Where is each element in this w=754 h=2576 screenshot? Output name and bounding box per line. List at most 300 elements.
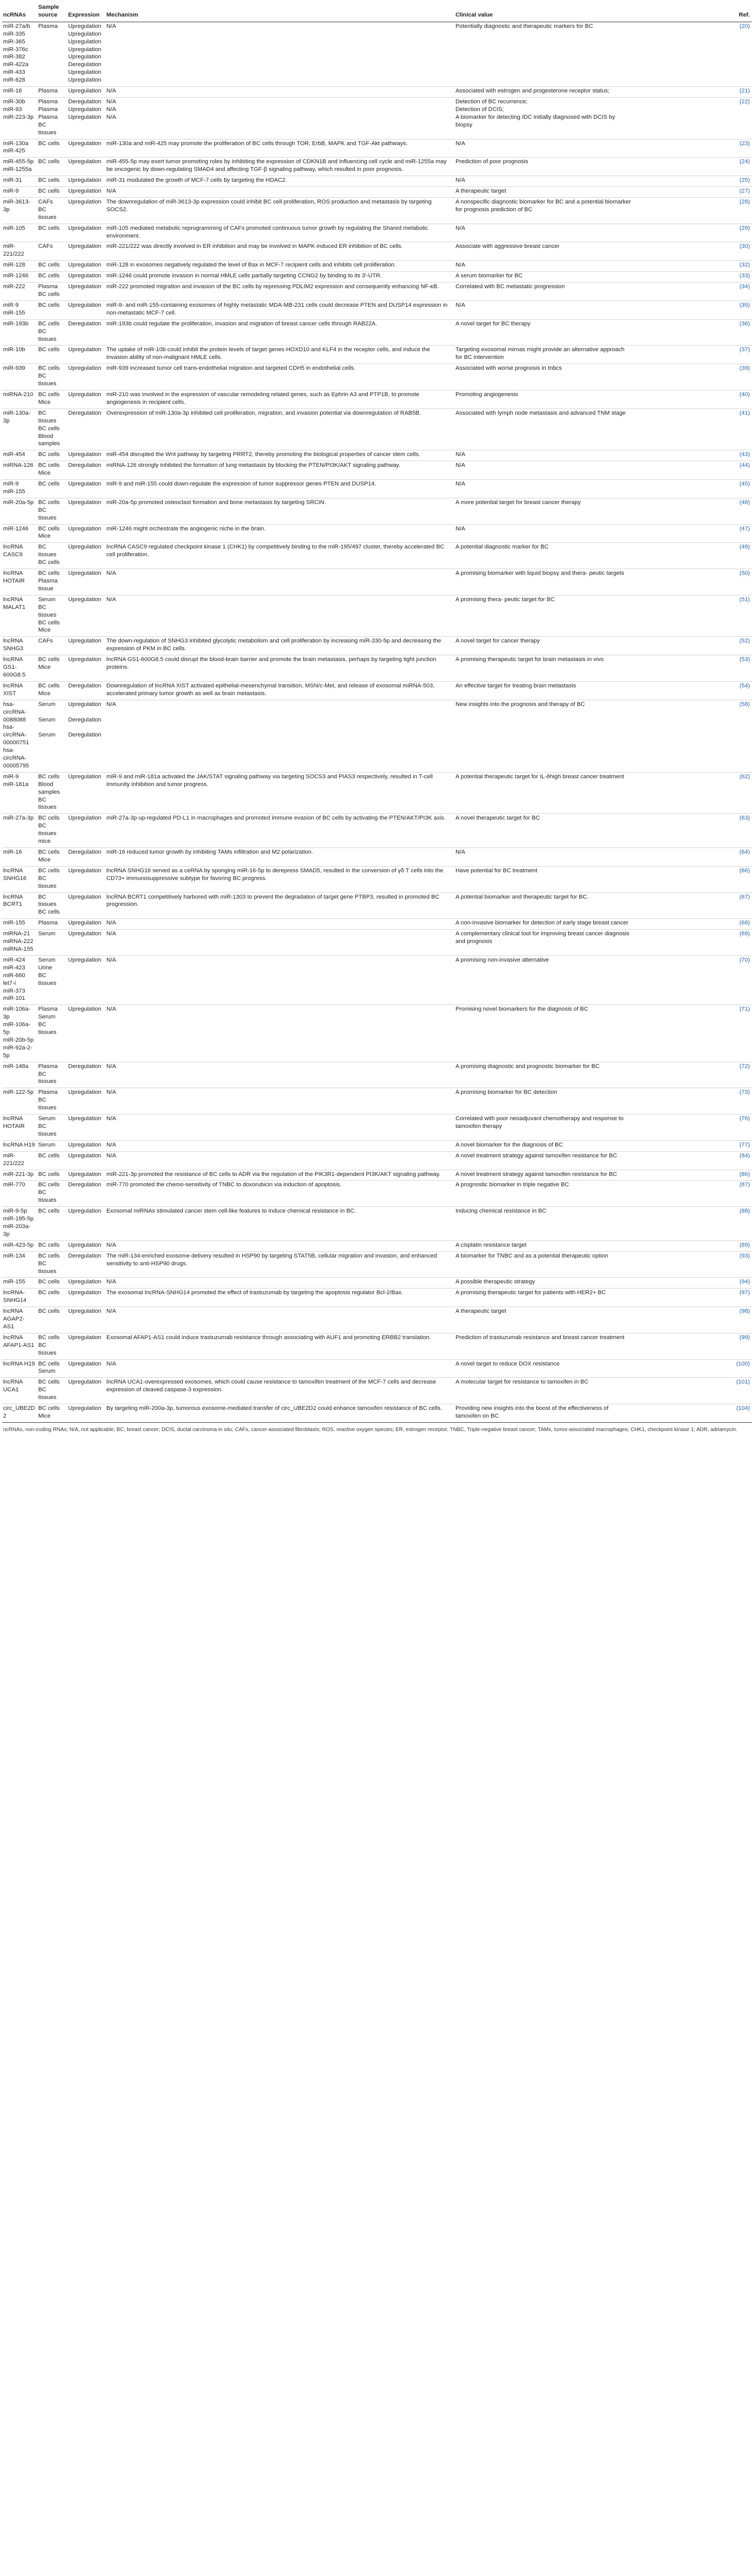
cell-ncrna: lncRNA XIST (2, 681, 37, 700)
cell-expression: Upregulation (67, 139, 105, 158)
cell-expression: Upregulation (67, 390, 105, 409)
table-row (2, 1140, 752, 1151)
table-row (2, 345, 752, 364)
table-row (2, 1404, 752, 1423)
cell-expression: Upregulation (67, 1207, 105, 1241)
cell-mechanism: N/A (105, 930, 454, 956)
cell-clinical-value: Potentially diagnostic and therapeutic markers for BC (454, 22, 633, 86)
cell-sample-source: BC cells (37, 1207, 67, 1241)
cell-clinical-value: A promising therapeutic target for brain metastasis in vivo (454, 655, 633, 682)
cell-clinical-value: A novel biomarker for the diagnosis of BC (454, 1140, 633, 1151)
cell-ref[interactable]: (33) (633, 272, 752, 282)
table-row (2, 409, 752, 450)
cell-clinical-value: A biomarker for TNBC and as a potential therapeutic option (454, 1251, 633, 1278)
cell-sample-source: BC tissues BC cells (37, 543, 67, 569)
table-row (2, 87, 752, 98)
cell-ref[interactable]: (32) (633, 261, 752, 272)
cell-expression: Deregulation (67, 461, 105, 480)
cell-expression: Upregulation (67, 197, 105, 224)
cell-mechanism: Exosomal miRNAs stimulated cancer stem cell-like features to induce chemical resistance in BC. (105, 1207, 454, 1241)
cell-clinical-value: Inducing chemical resistance in BC (454, 1207, 633, 1241)
table-row (2, 176, 752, 187)
cell-clinical-value: N/A (454, 848, 633, 867)
cell-expression: Upregulation (67, 1307, 105, 1333)
cell-expression: Upregulation (67, 176, 105, 187)
cell-sample-source: BC cells Mice (37, 390, 67, 409)
cell-clinical-value: A novel treatment strategy against tamoxifen resistance for BC (454, 1170, 633, 1181)
table-row (2, 919, 752, 930)
cell-ref[interactable]: (76) (633, 1114, 752, 1141)
cell-clinical-value: N/A (454, 139, 633, 158)
cell-clinical-value: Associated with lymph node metastasis and advanced TNM stage (454, 409, 633, 450)
cell-ncrna: miR-106a-3p miR-106a-5p miR-20b-5p miR-92a-2-5p (2, 1005, 37, 1062)
table-row (2, 700, 752, 772)
table-row (2, 461, 752, 480)
cell-expression: Upregulation (67, 919, 105, 930)
table-row (2, 319, 752, 345)
cell-mechanism: N/A N/A N/A (105, 97, 454, 139)
table-row (2, 1170, 752, 1181)
cell-clinical-value: Providing new insights into the boost of the effectiveness of tamoxifen on BC (454, 1404, 633, 1423)
cell-ncrna: miR-155 (2, 919, 37, 930)
cell-clinical-value: Targeting exosomal mirnas might provide an alternative approach for BC intervention (454, 345, 633, 364)
cell-mechanism: N/A (105, 569, 454, 595)
cell-ref[interactable]: (44) (633, 461, 752, 480)
cell-expression: Upregulation (67, 158, 105, 176)
cell-ncrna: circ_UBE2D2 (2, 1404, 37, 1423)
cell-ncrna: lncRNA UCA1 (2, 1378, 37, 1404)
table-row (2, 848, 752, 867)
cell-mechanism: miR-9- and miR-155-containing exosomes of highly metastatic MDA-MB-231 cells could decrease PTEN and DUSP14 expression in non-metastatic MCF-7 cell. (105, 301, 454, 319)
cell-mechanism: miR-221-3p promoted the resistance of BC cells to ADR via the regulation of the PIK3R1-dependent PI3K/AKT signaling pathway. (105, 1170, 454, 1181)
cell-ref[interactable]: (71) (633, 1005, 752, 1062)
cell-sample-source: BC cells (37, 1278, 67, 1289)
table-row (2, 480, 752, 498)
cell-ref[interactable]: (66) (633, 866, 752, 892)
table-row (2, 197, 752, 224)
cell-expression: Deregulation (67, 409, 105, 450)
table-header (2, 3, 752, 22)
header-ref: Ref. (633, 3, 752, 22)
cell-sample-source: BC cells (37, 176, 67, 187)
cell-mechanism: Overexpression of miR-130a-3p inhibited cell proliferation, migration, and invasion potential via downregulation of RAB5B. (105, 409, 454, 450)
cell-mechanism: N/A (105, 187, 454, 198)
cell-sample-source: BC tissues BC cells Blood samples (37, 409, 67, 450)
cell-ref[interactable]: (23) (633, 139, 752, 158)
cell-sample-source: BC cells (37, 158, 67, 176)
cell-mechanism: The down-regulation of SNHG3 inhibited glycolytic metabolism and cell proliferation by increasing miR-330-5p and decreasing the expression of PKM in BC cells. (105, 637, 454, 655)
cell-ncrna: lncRNA AGAP2-AS1 (2, 1307, 37, 1333)
cell-sample-source: Serum Urine BC tissues (37, 955, 67, 1004)
cell-clinical-value: N/A (454, 224, 633, 242)
cell-ref[interactable]: (87) (633, 1181, 752, 1207)
cell-mechanism: N/A (105, 1278, 454, 1289)
cell-ref[interactable]: (67) (633, 892, 752, 919)
cell-ref[interactable]: (43) (633, 450, 752, 461)
cell-ref[interactable]: (94) (633, 1278, 752, 1289)
cell-ncrna: miR-9-5p miR-195-5p miR-203a-3p (2, 1207, 37, 1241)
cell-clinical-value: N/A (454, 480, 633, 498)
cell-mechanism: miR-9 and miR-155 could down-regulate the expression of tumor suppressor genes PTEN and DUSP14. (105, 480, 454, 498)
cell-expression: Upregulation (67, 261, 105, 272)
cell-ref[interactable]: (104) (633, 1404, 752, 1423)
header-sample-source: Sample source (37, 3, 67, 22)
cell-clinical-value: A novel therapeutic target for BC (454, 814, 633, 848)
cell-ref[interactable]: (21) (633, 87, 752, 98)
cell-expression: Upregulation (67, 1404, 105, 1423)
header-mechanism: Mechanism (105, 3, 454, 22)
cell-sample-source: BC cells (37, 261, 67, 272)
cell-ref[interactable]: (22) (633, 97, 752, 139)
cell-ncrna: miR-1246 (2, 272, 37, 282)
cell-ref[interactable]: (36) (633, 319, 752, 345)
cell-sample-source: BC cells (37, 450, 67, 461)
cell-sample-source: BC cells (37, 345, 67, 364)
cell-expression: Upregulation (67, 655, 105, 682)
cell-clinical-value: A novel target for BC therapy (454, 319, 633, 345)
cell-expression: Upregulation (67, 1333, 105, 1359)
table-row (2, 930, 752, 956)
cell-clinical-value: Associated with worse prognosis in tnbcs (454, 364, 633, 390)
cell-sample-source: BC cells Plasma tissue (37, 569, 67, 595)
cell-mechanism: miR-20a-5p promoted osteoclast formation and bone metastasis by targeting SRCIN. (105, 498, 454, 524)
cell-ref[interactable]: (77) (633, 1140, 752, 1151)
cell-ncrna: miR-9 (2, 187, 37, 198)
cell-ref[interactable]: (58) (633, 700, 752, 772)
cell-expression: Upregulation (67, 637, 105, 655)
cell-ref[interactable]: (68) (633, 919, 752, 930)
cell-ref[interactable]: (52) (633, 637, 752, 655)
cell-ref[interactable]: (97) (633, 1289, 752, 1307)
cell-expression: Upregulation (67, 498, 105, 524)
cell-ref[interactable]: (70) (633, 955, 752, 1004)
cell-sample-source: Serum BC tissues (37, 1114, 67, 1141)
cell-expression: Upregulation (67, 1151, 105, 1170)
cell-clinical-value: N/A (454, 461, 633, 480)
cell-mechanism: N/A (105, 1359, 454, 1378)
cell-clinical-value: Correlated with BC metastatic progression (454, 282, 633, 301)
cell-mechanism: The downregulation of miR-3613-3p expression could inhibit BC cell proliferation, ROS production and metastasis by targeting SOCS2. (105, 197, 454, 224)
cell-ref[interactable]: (63) (633, 814, 752, 848)
cell-clinical-value: Associated with estrogen and progesterone receptor status; (454, 87, 633, 98)
cell-ncrna: miR-221-3p (2, 1170, 37, 1181)
cell-sample-source: CAFs BC tissues (37, 197, 67, 224)
cell-mechanism: N/A (105, 87, 454, 98)
cell-ref[interactable]: (35) (633, 301, 752, 319)
cell-sample-source: BC cells Serum (37, 1359, 67, 1378)
cell-ncrna: lncRNA BCRT1 (2, 892, 37, 919)
cell-clinical-value: N/A (454, 524, 633, 543)
cell-sample-source: Plasma BC cells (37, 282, 67, 301)
table-row (2, 1114, 752, 1141)
cell-sample-source: BC cells (37, 272, 67, 282)
cell-ref[interactable]: (88) (633, 1207, 752, 1241)
cell-expression: Upregulation (67, 480, 105, 498)
cell-sample-source: Serum (37, 1140, 67, 1151)
cell-mechanism: lncRNA SNHG16 served as a ceRNA by sponging miR-16-5p to derepress SMAD5, resulted in the conversion of γδ T cells into the CD73+ immunosuppressive subtype for favoring BC progress. (105, 866, 454, 892)
cell-sample-source: CAFs (37, 637, 67, 655)
cell-sample-source: Plasma (37, 919, 67, 930)
cell-ref[interactable]: (86) (633, 1170, 752, 1181)
cell-ncrna: miR-455-5p miR-1255a (2, 158, 37, 176)
cell-clinical-value: A promising non-invasive alternative (454, 955, 633, 1004)
cell-mechanism: miR-455-5p may exert tumor promoting roles by inhibiting the expression of CDKN1B and influencing cell cycle and miR-1255a may be oncogenic by down-regulating SMAD4 and affecting TGF-β signaling pathway, which resulted in poor prognosis. (105, 158, 454, 176)
cell-ref[interactable]: (100) (633, 1359, 752, 1378)
table-row (2, 261, 752, 272)
cell-mechanism: miR-221/222 was directly involved in ER inhibition and may be involved in MAPK-induced ER inhibition of BC cells. (105, 242, 454, 261)
cell-clinical-value: A novel treatment strategy against tamoxifen resistance for BC (454, 1151, 633, 1170)
cell-ncrna: miR-770 (2, 1181, 37, 1207)
table-row (2, 866, 752, 892)
cell-ncrna: miR-222 (2, 282, 37, 301)
cell-ncrna: lncRNA CASC9 (2, 543, 37, 569)
cell-ncrna: miR-30b miR-93 miR-223-3p (2, 97, 37, 139)
cell-clinical-value: A promising biomarker with liquid biopsy and thera- peutic targets (454, 569, 633, 595)
cell-ncrna: miR-9 miR-155 (2, 301, 37, 319)
cell-sample-source: BC cells (37, 224, 67, 242)
table-row (2, 1088, 752, 1114)
cell-mechanism: The miR-134-enriched exosome delivery resulted in HSP90 by targeting STAT5B, cellular migration and invasion, and enhanced sensitivity to anti-HSP90 drugs. (105, 1251, 454, 1278)
table-row (2, 22, 752, 86)
cell-clinical-value: Have potential for BC treatment (454, 866, 633, 892)
table-row (2, 1181, 752, 1207)
cell-expression: Upregulation (67, 866, 105, 892)
cell-expression: Deregulation Upregulation Upregulation (67, 97, 105, 139)
table-row (2, 814, 752, 848)
cell-ref[interactable]: (28) (633, 197, 752, 224)
table-row (2, 1333, 752, 1359)
table-row (2, 655, 752, 682)
cell-sample-source: Plasma BC tissues (37, 1062, 67, 1088)
cell-clinical-value: Correlated with poor neoadjuvant chemotherapy and response to tamoxifen therapy (454, 1114, 633, 1141)
cell-ref[interactable]: (62) (633, 772, 752, 814)
cell-mechanism: lncRNA CASC9 regulated checkpoint kinase 1 (CHK1) by competitively binding to the miR-195/497 cluster, thereby accelerated BC cell proliferation. (105, 543, 454, 569)
table-body (2, 22, 752, 1422)
cell-ncrna: miR-221/222 (2, 1151, 37, 1170)
cell-expression: Upregulation (67, 272, 105, 282)
cell-mechanism: By targeting miR-200a-3p, tumorous exosome-mediated transfer of circ_UBE2D2 could enhance tamoxifen resistance of BC cells. (105, 1404, 454, 1423)
cell-ref[interactable]: (49) (633, 543, 752, 569)
cell-ref[interactable]: (45) (633, 480, 752, 498)
cell-ref[interactable]: (69) (633, 930, 752, 956)
cell-ncrna: lncRNA HOTAIR (2, 1114, 37, 1141)
cell-ref[interactable]: (54) (633, 681, 752, 700)
cell-expression: Upregulation (67, 569, 105, 595)
cell-ref[interactable]: (30) (633, 242, 752, 261)
cell-mechanism: miR-130a and miR-425 may promote the proliferation of BC cells through TOR, ErbB, MAPK and TGF-Akt pathways. (105, 139, 454, 158)
cell-expression: Upregulation (67, 345, 105, 364)
cell-clinical-value: A novel target to reduce DOX resistance (454, 1359, 633, 1378)
cell-ncrna: miRNA-210 (2, 390, 37, 409)
cell-ref[interactable]: (99) (633, 1333, 752, 1359)
table-row (2, 224, 752, 242)
cell-ref[interactable]: (84) (633, 1151, 752, 1170)
cell-ncrna: lncRNA MALAT1 (2, 595, 37, 637)
cell-ncrna: miR-105 (2, 224, 37, 242)
cell-ref[interactable]: (20) (633, 22, 752, 86)
cell-ref[interactable]: (98) (633, 1307, 752, 1333)
cell-expression: Upregulation (67, 955, 105, 1004)
table-row (2, 97, 752, 139)
cell-ref[interactable]: (39) (633, 364, 752, 390)
cell-ncrna: hsa-circRNA-0088088 hsa-circRNA-00000751 hsa-circRNA-00005795 (2, 700, 37, 772)
cell-clinical-value: A promising diagnostic and prognostic biomarker for BC (454, 1062, 633, 1088)
cell-expression: Deregulation (67, 1062, 105, 1088)
cell-mechanism: The uptake of miR-10b could inhibit the protein levels of target genes HOXD10 and KLF4 in the receptor cells, and induce the invasion ability of non-malignant HMLE cells. (105, 345, 454, 364)
cell-mechanism: N/A (105, 919, 454, 930)
cell-expression: Deregulation (67, 681, 105, 700)
cell-ncrna: miR-134 (2, 1251, 37, 1278)
cell-expression: Upregulation (67, 1140, 105, 1151)
cell-sample-source: BC cells (37, 187, 67, 198)
cell-ncrna: miR-16 (2, 848, 37, 867)
cell-mechanism: lncRNA GS1-600G8.5 could disrupt the blood-brain barrier and promote the brain metastasis, perhaps by targeting tight junction proteins. (105, 655, 454, 682)
cell-ref[interactable]: (40) (633, 390, 752, 409)
cell-sample-source: BC cells BC tissues (37, 1251, 67, 1278)
cell-sample-source: Plasma BC tissues (37, 1088, 67, 1114)
cell-clinical-value: N/A (454, 176, 633, 187)
cell-expression: Upregulation (67, 450, 105, 461)
cell-clinical-value: Promoting angiogenesis (454, 390, 633, 409)
cell-sample-source: BC cells (37, 1307, 67, 1333)
cell-sample-source: BC cells BC tissues (37, 319, 67, 345)
cell-sample-source: BC cells (37, 301, 67, 319)
cell-ncrna: miR-3613-3p (2, 197, 37, 224)
cell-sample-source: CAFs (37, 242, 67, 261)
cell-mechanism: N/A (105, 1088, 454, 1114)
cell-sample-source: BC cells Mice (37, 655, 67, 682)
table-row (2, 498, 752, 524)
cell-ref[interactable]: (89) (633, 1240, 752, 1251)
cell-ref[interactable]: (41) (633, 409, 752, 450)
cell-mechanism: N/A (105, 1240, 454, 1251)
cell-mechanism: N/A (105, 1307, 454, 1333)
cell-clinical-value: New insights into the prognosis and therapy of BC (454, 700, 633, 772)
cell-expression: Upregulation (67, 595, 105, 637)
cell-clinical-value: Promising novel biomarkers for the diagnosis of BC (454, 1005, 633, 1062)
cell-ref[interactable]: (101) (633, 1378, 752, 1404)
cell-sample-source: BC tissues BC cells (37, 892, 67, 919)
cell-ncrna: miR-155 (2, 1278, 37, 1289)
cell-expression: Upregulation (67, 364, 105, 390)
cell-ref[interactable]: (37) (633, 345, 752, 364)
table-row (2, 390, 752, 409)
cell-ref[interactable]: (34) (633, 282, 752, 301)
table-row (2, 1251, 752, 1278)
cell-ref[interactable]: (24) (633, 158, 752, 176)
cell-sample-source: BC cells (37, 1289, 67, 1307)
table-row (2, 1240, 752, 1251)
cell-ref[interactable]: (25) (633, 176, 752, 187)
cell-ncrna: miR-9 miR-155 (2, 480, 37, 498)
cell-expression: Upregulation (67, 930, 105, 956)
cell-ncrna: miR-193b (2, 319, 37, 345)
cell-mechanism: N/A (105, 700, 454, 772)
cell-ref[interactable]: (73) (633, 1088, 752, 1114)
table-row (2, 543, 752, 569)
cell-sample-source: BC cells BC tissues (37, 1333, 67, 1359)
cell-mechanism: Downregulation of lncRNA XIST activated epithelial-mesenchymal transition, MSN/c-Met, and release of exosomal miRNA-503, accelerated primary tumor growth as well as brain metastasis. (105, 681, 454, 700)
cell-mechanism: miR-105 mediated metabolic reprogramming of CAFs promoted continuous tumor growth by regulating the Shared metabolic environment. (105, 224, 454, 242)
cell-expression: Upregulation (67, 1359, 105, 1378)
cell-mechanism: miR-210 was involved in the expression of vascular remodeling related genes, such as Ephrin A3 and PTP1B, to promote angiogenesis in recipient cells. (105, 390, 454, 409)
table-row (2, 955, 752, 1004)
cell-expression: Upregulation (67, 1114, 105, 1141)
cell-expression: Upregulation (67, 301, 105, 319)
cell-ncrna: lncRNA SNHG16 (2, 866, 37, 892)
cell-expression: Upregulation (67, 543, 105, 569)
cell-expression: Upregulation (67, 1088, 105, 1114)
cell-ref[interactable]: (72) (633, 1062, 752, 1088)
cell-expression: Upregulation (67, 282, 105, 301)
cell-ncrna: miR-423-5p (2, 1240, 37, 1251)
cell-ref[interactable]: (93) (633, 1251, 752, 1278)
cell-ncrna: miR-130a-3p (2, 409, 37, 450)
cell-sample-source: Serum (37, 930, 67, 956)
cell-clinical-value: A potential biomarker and therapeutic target for BC. (454, 892, 633, 919)
cell-expression: Deregulation (67, 1181, 105, 1207)
cell-clinical-value: Prediction of trastuzumab resistance and breast cancer treatment (454, 1333, 633, 1359)
cell-mechanism: miR-222 promoted migration and invasion of the BC cells by repressing PDLIM2 expression and consequently enhancing NF-κB. (105, 282, 454, 301)
cell-expression: Upregulation (67, 1289, 105, 1307)
cell-sample-source: BC cells Mice (37, 848, 67, 867)
cell-mechanism: The exosomal lncRNA-SNHG14 promoted the effect of trastuzumab by targeting the apoptosis regulator Bcl-2/Bax. (105, 1289, 454, 1307)
cell-ncrna: lncRNA AFAP1-AS1 (2, 1333, 37, 1359)
cell-expression: Upregulation Deregulation Deregulation (67, 700, 105, 772)
cell-mechanism: miR-27a-3p up-regulated PD-L1 in macrophages and promoted immune evasion of BC cells by activating the PTEN/AKT/PI3K axis. (105, 814, 454, 848)
cell-clinical-value: A non-invasive biomarker for detection of early stage breast cancer (454, 919, 633, 930)
table-row (2, 1307, 752, 1333)
cell-sample-source: BC cells BC tissues (37, 364, 67, 390)
cell-ref[interactable]: (47) (633, 524, 752, 543)
cell-expression: Upregulation (67, 224, 105, 242)
cell-sample-source: BC cells Mice (37, 1404, 67, 1423)
cell-clinical-value: Prediction of poor prognosis (454, 158, 633, 176)
cell-ncrna: miR-221/222 (2, 242, 37, 261)
cell-ref[interactable]: (64) (633, 848, 752, 867)
cell-expression: Upregulation (67, 87, 105, 98)
cell-mechanism: miR-939 increased tumor cell trans-endothelial migration and targeted CDH5 in endothelial cells. (105, 364, 454, 390)
cell-sample-source: BC cells BC tissues (37, 866, 67, 892)
table-row (2, 282, 752, 301)
cell-ncrna: miR-10b (2, 345, 37, 364)
cell-sample-source: BC cells BC tissues mice (37, 814, 67, 848)
table-row (2, 637, 752, 655)
cell-expression: Deregulation (67, 1251, 105, 1278)
cell-ref[interactable]: (29) (633, 224, 752, 242)
table-row (2, 1278, 752, 1289)
cell-mechanism: Exosomal AFAP1-AS1 could induce trastuzumab resistance through associating with AUF1 and promoting ERBB2 translation. (105, 1333, 454, 1359)
table-footnote: ncRNAs, non-coding RNAs; N/A, not applicable; BC, breast cancer; DCIS, ductal carcinoma in situ; CAFs, cancer-associated fibroblasts; ROS, reactive oxygen species; ER, estrogen receptor; TNBC, Triple-negative breast cancer; TAMs, tumor-associated macrophages; CHK1, checkpoint kinase 1; ADR, adriamycin. (3, 1426, 737, 1433)
cell-clinical-value: A therapeutic target (454, 1307, 633, 1333)
cell-ref[interactable]: (51) (633, 595, 752, 637)
cell-clinical-value: N/A (454, 261, 633, 272)
cell-ref[interactable]: (46) (633, 498, 752, 524)
cell-mechanism: N/A (105, 1062, 454, 1088)
cell-expression: Upregulation (67, 892, 105, 919)
header-clinical-value: Clinical value (454, 3, 633, 22)
cell-ncrna: miR-9 miR-181a (2, 772, 37, 814)
table-row (2, 139, 752, 158)
cell-ref[interactable]: (50) (633, 569, 752, 595)
cell-sample-source: Plasma (37, 87, 67, 98)
cell-ref[interactable]: (53) (633, 655, 752, 682)
cell-ref[interactable]: (27) (633, 187, 752, 198)
cell-clinical-value: Associate with aggressive breast cancer (454, 242, 633, 261)
cell-sample-source: Plasma Plasma Plasma BC tissues (37, 97, 67, 139)
cell-clinical-value: A therapeutic target (454, 187, 633, 198)
cell-mechanism: N/A (105, 1140, 454, 1151)
